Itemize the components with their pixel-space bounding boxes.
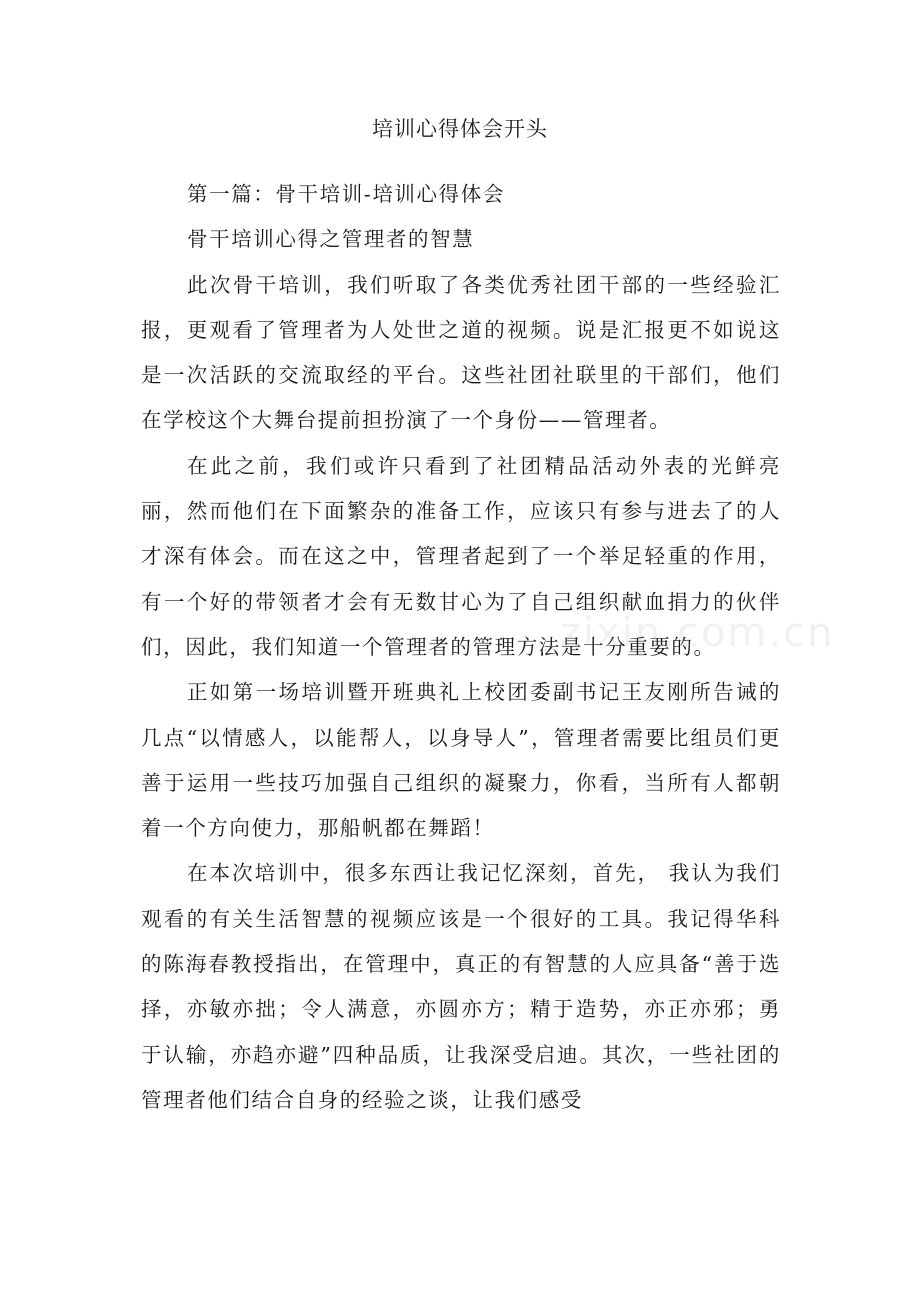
paragraph: 在本次培训中，很多东西让我记忆深刻，首先， 我认为我们观看的有关生活智慧的视频应该是一个很好的工具。我记得华科的陈海春教授指出，在管理中，真正的有智慧的人应具备“善于选择，亦敏亦拙；令人满意，亦圆亦方；精于造势，亦正亦邪；勇于认输，亦趋亦避”四种品质，让我深受启迪。其次，一些社团的管理者他们结合自身的经验之谈，让我们感受 [141,861,781,1112]
document-title: 培训心得体会开头 [372,117,548,141]
watermark-logo: zixin.com.cn [560,610,835,656]
document-body [141,172,781,1123]
paragraph: 此次骨干培训，我们听取了各类优秀社团干部的一些经验汇报，更观看了管理者为人处世之道的视频。说是汇报更不如说这是一次活跃的交流取经的平台。这些社团社联里的干部们，他们在学校这个大舞台提前担扮演了一个身份——管理者。 [141,272,781,433]
paragraph: 在此之前，我们或许只看到了社团精品活动外表的光鲜亮丽，然而他们在下面繁杂的准备工作，应该只有参与进去了的人才深有体会。而在这之中，管理者起到了一个举足轻重的作用，有一个好的带领者才会有无数甘心为了自己组织献血捐力的伙伴们，因此，我们知道一个管理者的管理方法是十分重要的。 [141,453,781,659]
paragraph: 正如第一场培训暨开班典礼上校团委副书记王友刚所告诫的几点“以情感人，以能帮人，以身导人”，管理者需要比组员们更善于运用一些技巧加强自己组织的凝聚力，你看，当所有人都朝着一个方向使力，那船帆都在舞蹈！ [141,680,781,841]
paragraph-heading-1: 第一篇：骨干培训-培训心得体会 [187,182,505,206]
paragraph-heading-2: 骨干培训心得之管理者的智慧 [187,227,475,252]
